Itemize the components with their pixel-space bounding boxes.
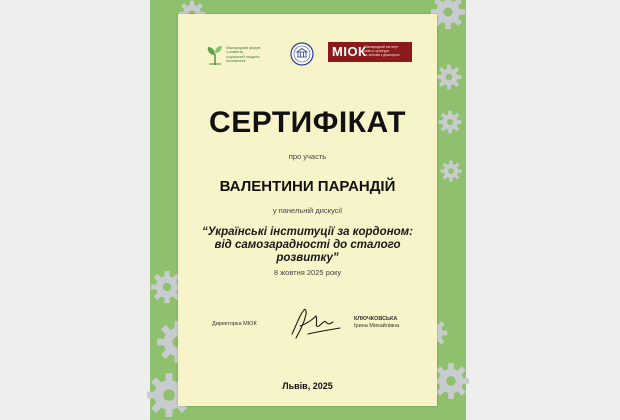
certificate-title: СЕРТИФІКАТ	[209, 106, 406, 139]
topic-line-2: від самозарадності до сталого	[214, 239, 401, 251]
social-week-logo	[206, 44, 276, 72]
event-date: 8 жовтня 2025 року	[273, 268, 342, 277]
event-type-label: у панельній дискусії	[272, 206, 343, 215]
signatory-position: Директорка МІОК	[212, 321, 257, 327]
gear-decoration-top-right-2	[436, 64, 462, 90]
gear-decoration-right-mid-2	[440, 160, 462, 182]
gear-decoration-right-mid	[438, 110, 462, 134]
handwritten-signature	[286, 304, 346, 342]
discussion-topic	[178, 226, 437, 265]
signatory-block	[354, 316, 399, 330]
participation-label: про участь	[288, 152, 327, 161]
logo-row	[178, 40, 437, 74]
miok-logo-subtitle: Міжнародний інститут освіти, культури та зв'язків з діаспорою	[364, 45, 400, 58]
miok-logo	[328, 42, 412, 62]
miok-logo-abbr: МІОК	[332, 44, 367, 59]
sprout-icon	[206, 44, 224, 66]
topic-line-1: “Українські інституції за кордоном:	[202, 226, 413, 238]
gear-decoration-bottom-right-2	[432, 362, 470, 400]
topic-line-3: розвитку”	[276, 252, 339, 264]
city-year: Львів, 2025	[282, 381, 333, 391]
social-week-logo-text: Міжнародний форум з розвитку соціальний тиждень #socialweek	[226, 46, 261, 64]
signatory-given-names: Ірина Михайлівна	[354, 323, 400, 329]
recipient-name: ВАЛЕНТИНИ ПАРАНДІЙ	[219, 178, 396, 195]
signatory-surname: КЛЮЧКОВСЬКА	[354, 316, 398, 322]
university-seal-icon	[290, 42, 314, 66]
certificate-panel	[178, 14, 437, 406]
